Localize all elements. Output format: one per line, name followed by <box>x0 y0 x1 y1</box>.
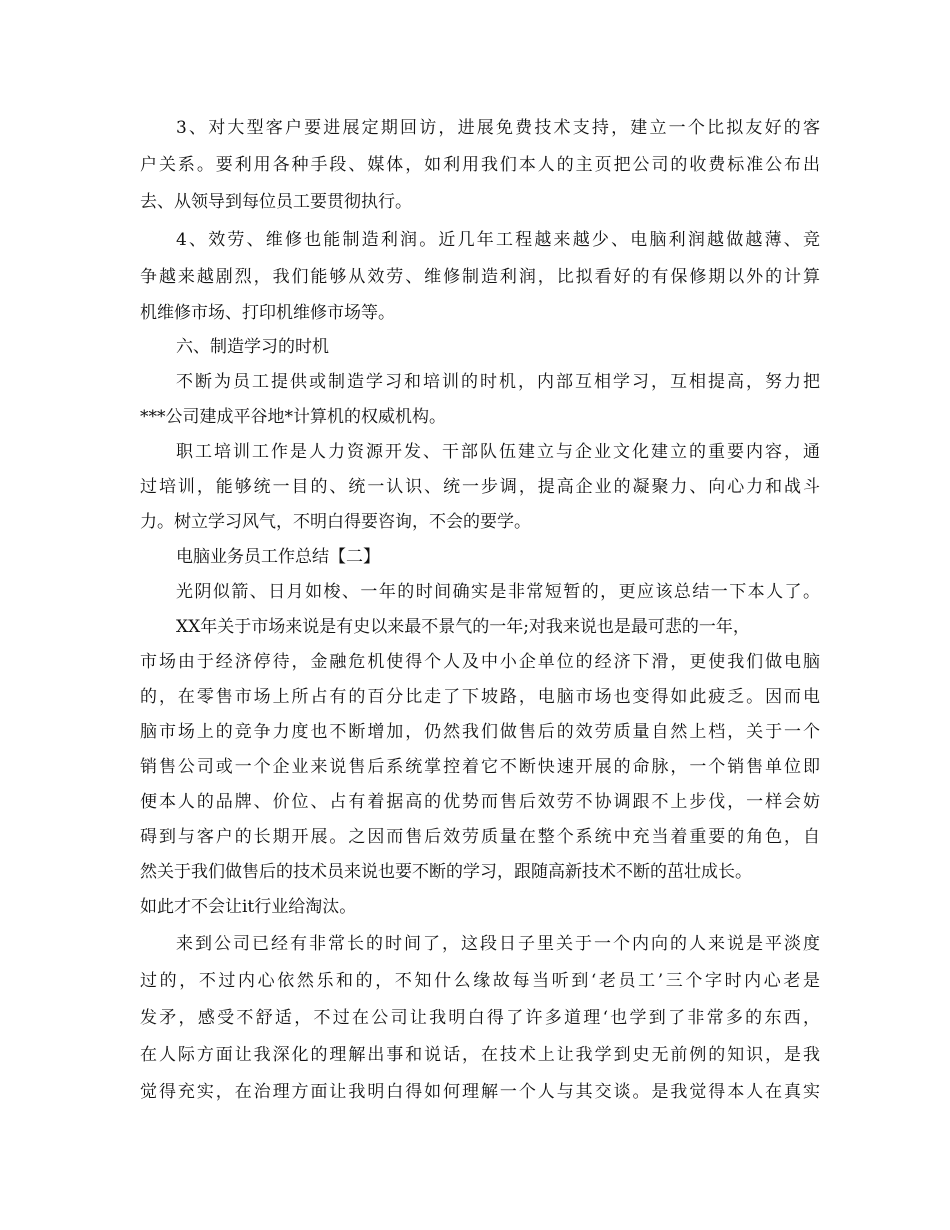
text-line: 职工培训工作是人力资源开发、干部队伍建立与企业文化建立的重要内容，通 <box>176 442 820 462</box>
text-line: 力。树立学习风气，不明白得要咨询，不会的要学。 <box>140 512 531 532</box>
text-line: XX年关于市场来说是有史以来最不景气的一年;对我来说也是最可悲的一年， <box>176 617 750 637</box>
text-line: 过的，不过内心依然乐和的，不知什么缘故每当听到‘老员工’三个字时内心老是 <box>140 971 820 991</box>
text-line: 机维修市场、打印机维修市场等。 <box>140 303 395 323</box>
text-line: 来到公司已经有非常长的时间了，这段日子里关于一个内向的人来说是平淡度 <box>176 934 820 954</box>
text-line: 在人际方面让我深化的理解出事和说话，在技术上让我学到史无前例的知识，是我 <box>140 1045 820 1065</box>
text-line: 不断为员工提供或制造学习和培训的时机，内部互相学习，互相提高，努力把 <box>176 372 820 392</box>
text-line: 去、从领导到每位员工要贯彻执行。 <box>140 192 412 212</box>
text-line: 如此才不会让it行业给淘汰。 <box>140 897 357 917</box>
text-line: 光阴似箭、日月如梭、一年的时间确实是非常短暂的，更应该总结一下本人了。 <box>176 582 820 602</box>
text-line: 过培训，能够统一目的、统一认识、统一步调，提高企业的凝聚力、向心力和战斗 <box>140 477 820 497</box>
text-line: 争越来越剧烈，我们能够从效劳、维修制造利润，比拟看好的有保修期以外的计算 <box>140 267 820 287</box>
text-line: 发矛，感受不舒适，不过在公司让我明白得了许多道理‘也学到了非常多的东西， <box>140 1008 820 1028</box>
text-line: 4、效劳、维修也能制造利润。近几年工程越来越少、电脑利润越做越薄、竞 <box>176 230 820 250</box>
text-line: 碍到与客户的长期开展。之因而售后效劳质量在整个系统中充当着重要的角色，自 <box>140 827 820 847</box>
text-line: 脑市场上的竞争力度也不断增加，仍然我们做售后的效劳质量自然上档，关于一个 <box>140 722 820 742</box>
text-line: 的，在零售市场上所占有的百分比走了下坡路，电脑市场也变得如此疲乏。因而电 <box>140 687 820 707</box>
text-line: 户关系。要利用各种手段、媒体，如利用我们本人的主页把公司的收费标准公布出 <box>140 155 820 175</box>
text-line: 市场由于经济停待，金融危机使得个人及中小企单位的经济下滑，更使我们做电脑 <box>140 652 820 672</box>
text-line: 觉得充实，在治理方面让我明白得如何理解一个人与其交谈。是我觉得本人在真实 <box>140 1082 820 1102</box>
text-line: 然关于我们做售后的技术员来说也要不断的学习，跟随高新技术不断的茁壮成长。 <box>140 862 752 882</box>
text-line: 便本人的品牌、价位、占有着据高的优势而售后效劳不协调跟不上步伐，一样会妨 <box>140 792 820 812</box>
text-line: 销售公司或一个企业来说售后系统掌控着它不断快速开展的命脉，一个销售单位即 <box>140 757 820 777</box>
section-heading: 电脑业务员工作总结【二】 <box>176 547 380 567</box>
section-heading: 六、制造学习的时机 <box>176 337 329 357</box>
text-line: 3、对大型客户要进展定期回访，进展免费技术支持，建立一个比拟友好的客 <box>176 118 820 138</box>
text-line: ***公司建成平谷地*计算机的权威机构。 <box>140 407 446 427</box>
